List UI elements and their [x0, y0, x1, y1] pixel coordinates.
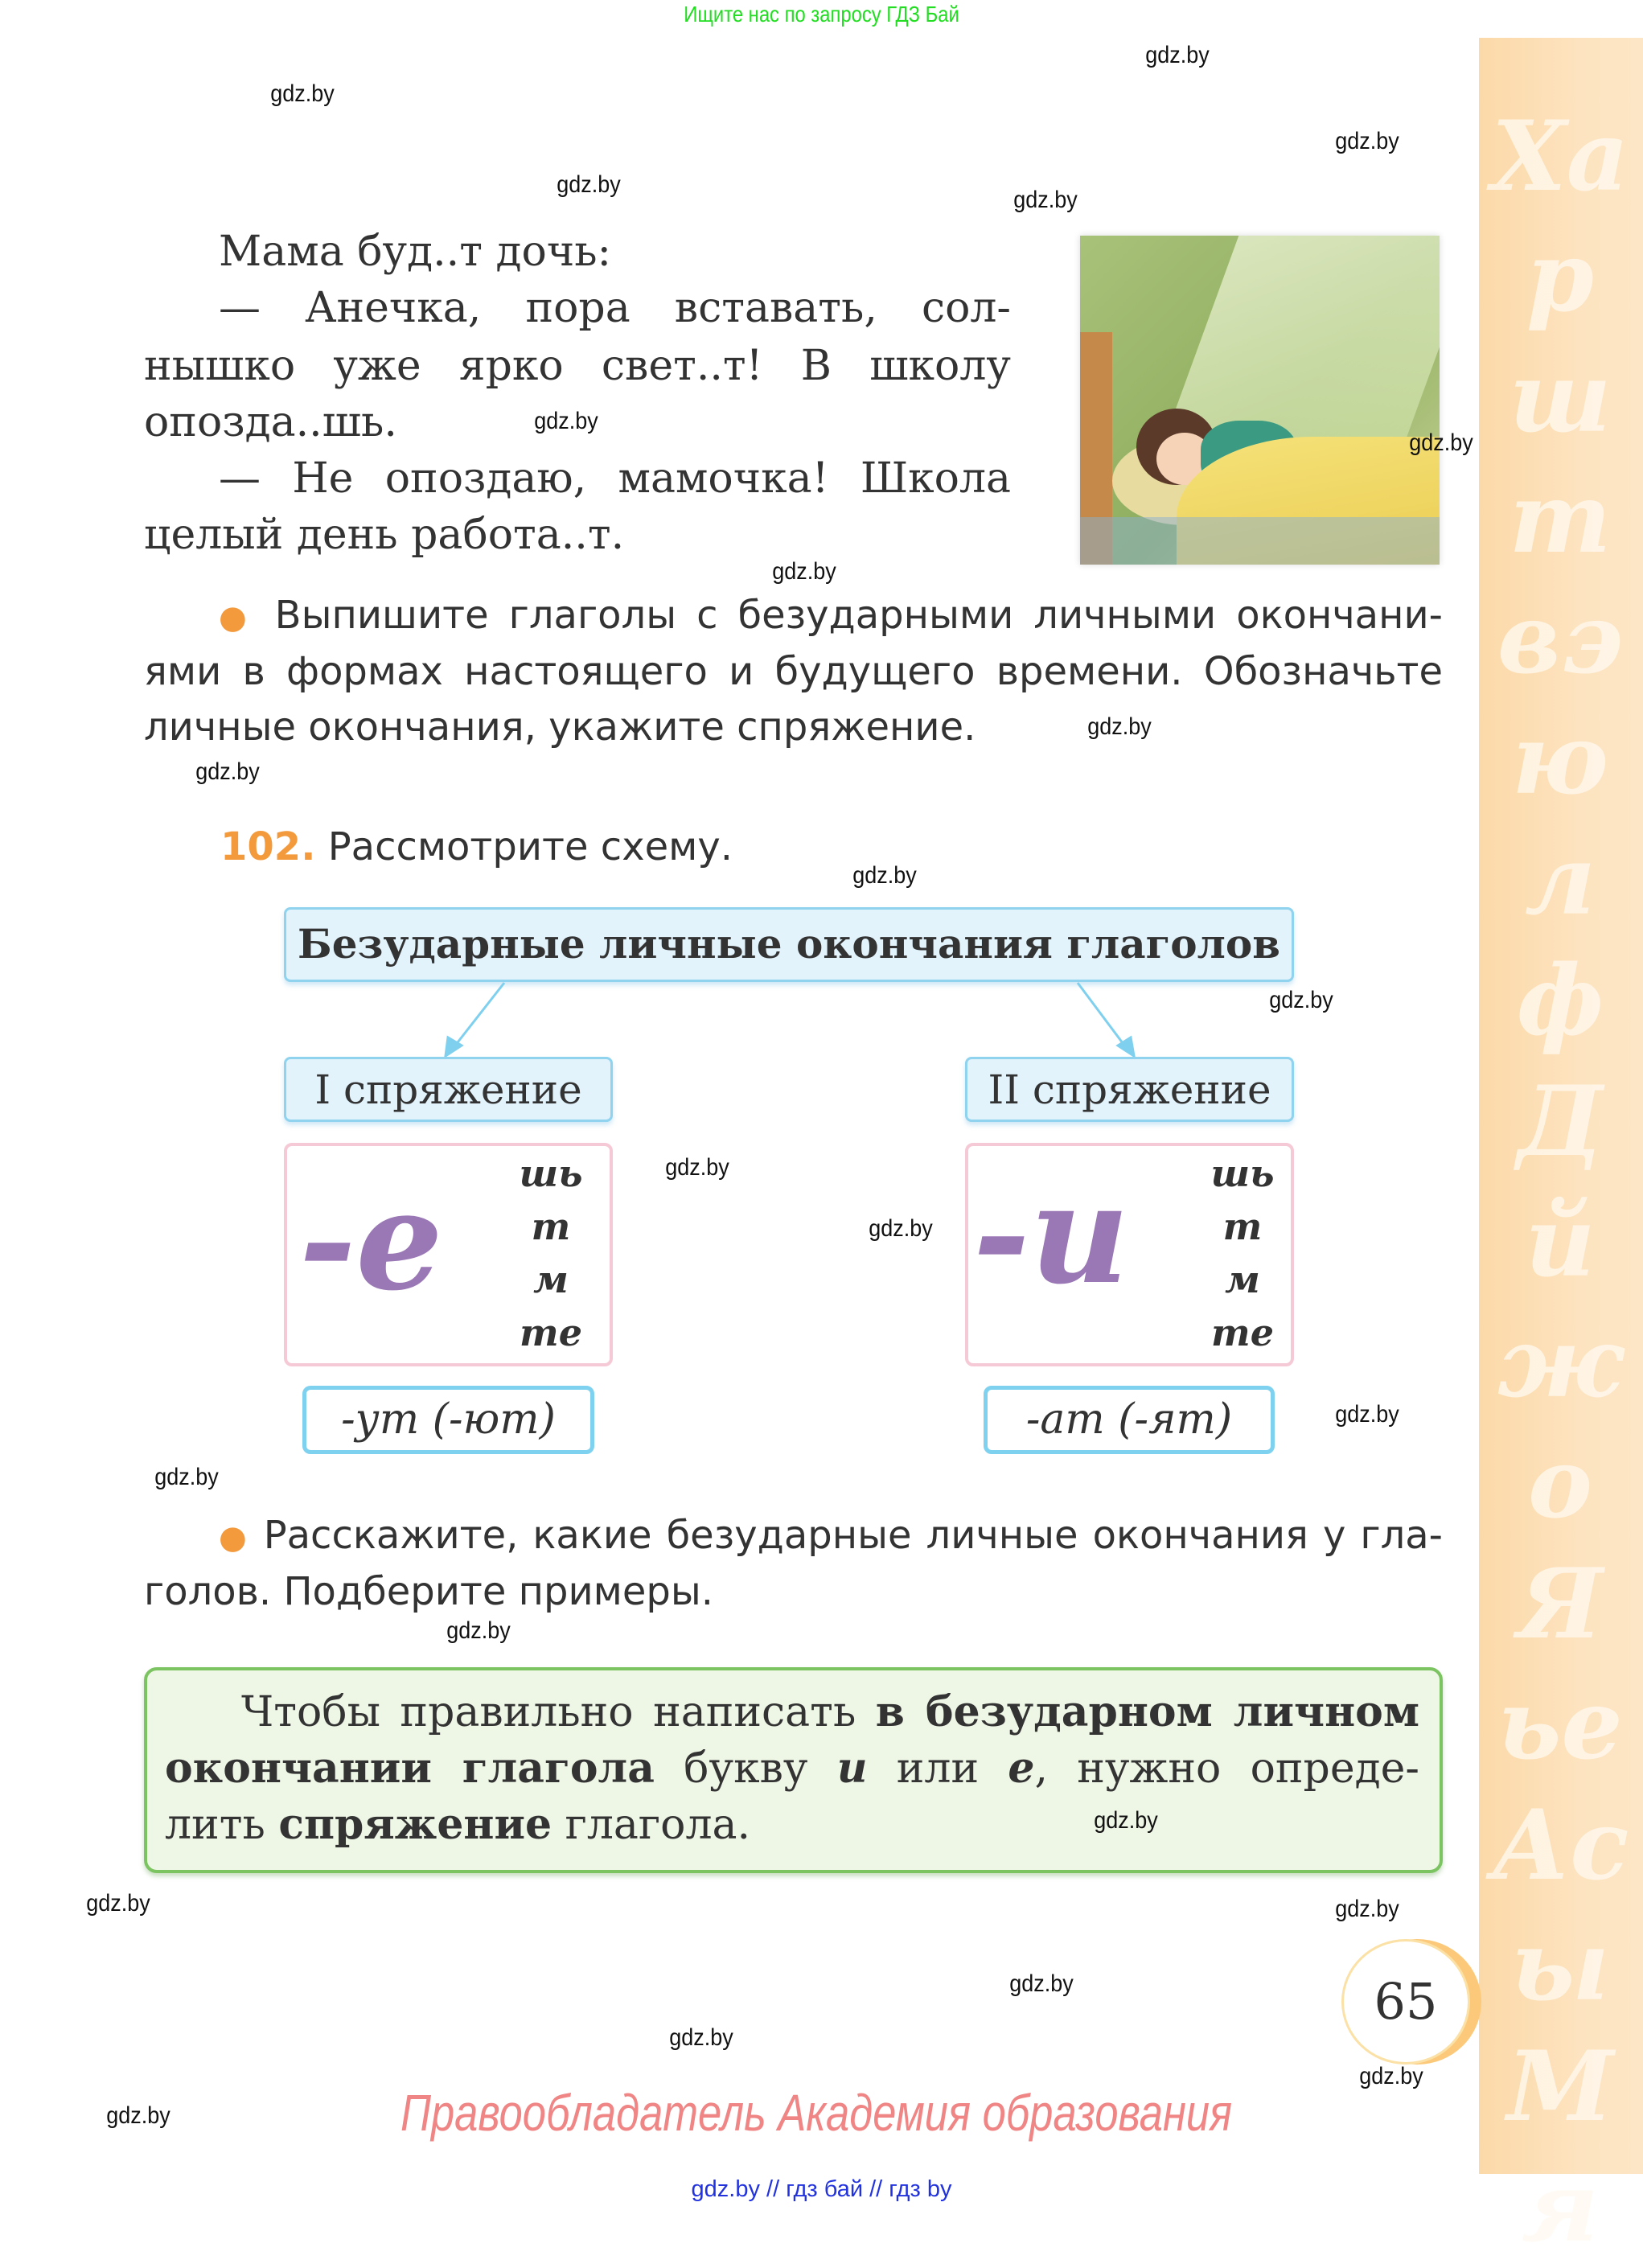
watermark-text: gdz.by: [1094, 1807, 1158, 1834]
watermark-text: gdz.by: [557, 171, 621, 198]
watermark-text: gdz.by: [1087, 713, 1152, 740]
watermark-text: gdz.by: [1009, 1970, 1074, 1997]
task-line: голов. Подберите примеры.: [144, 1569, 714, 1614]
conjugation-2-label: II спряжение: [965, 1057, 1294, 1122]
poem-line: целый день работа..т.: [144, 511, 625, 559]
watermark-text: gdz.by: [772, 558, 836, 585]
watermark-text: gdz.by: [1335, 1401, 1399, 1428]
watermark-text: gdz.by: [665, 1154, 729, 1181]
rule-line: лить спряжение глагола.: [165, 1800, 751, 1849]
bullet-icon: ●: [219, 599, 255, 636]
poem-line: опозда..шь.: [144, 398, 397, 446]
page-number: 65: [1341, 1939, 1470, 2065]
rule-line: Чтобы правильно написать в безударном личном: [241, 1687, 1419, 1736]
exercise-text: Рассмотрите схему.: [327, 824, 733, 869]
task-line: ями в формах настоящего и будущего времени. Обозначьте: [144, 649, 1443, 694]
conjugation-1-label: I спряжение: [284, 1057, 613, 1122]
watermark-text: gdz.by: [195, 758, 260, 785]
arrow-icon: [1078, 983, 1134, 1056]
watermark-text: gdz.by: [106, 2102, 170, 2129]
search-banner: Ищите нас по запросу ГДЗ Бай: [684, 2, 959, 27]
watermark-text: gdz.by: [1359, 2063, 1423, 2089]
watermark-text: gdz.by: [1335, 128, 1399, 154]
watermark-text: gdz.by: [1145, 42, 1210, 68]
exercise-number: 102.: [220, 824, 316, 869]
watermark-text: gdz.by: [852, 862, 917, 889]
poem-line: — Не опоздаю, мамочка! Школа: [219, 454, 1011, 503]
watermark-text: gdz.by: [270, 80, 335, 107]
watermark-text: gdz.by: [86, 1890, 150, 1917]
poem-line: — Анечка, пора вставать, сол-: [219, 284, 1011, 332]
arrow-icon: [446, 983, 504, 1056]
watermark-text: gdz.by: [1269, 987, 1333, 1013]
watermark-text: gdz.by: [1013, 187, 1078, 213]
vowel-e: -е: [299, 1161, 443, 1321]
sidebar-alphabet-decoration: ХарштвэюлфДйжоЯьеАсыМя: [1491, 100, 1629, 2264]
watermark-text: gdz.by: [446, 1617, 511, 1644]
poem-line: нышко уже ярко свет..т! В школу: [144, 342, 1011, 390]
plural-ending-2: -ат (-ят): [984, 1386, 1275, 1454]
task-text: Расскажите, какие безударные личные окончания у гла-: [263, 1513, 1443, 1558]
watermark-text: gdz.by: [1409, 429, 1473, 456]
ending: м: [1225, 1258, 1260, 1301]
task-text: Выпишите глаголы с безударными личными окончани-: [274, 593, 1443, 638]
ending: те: [520, 1311, 582, 1354]
ending: м: [533, 1258, 569, 1301]
ending: шь: [1210, 1152, 1275, 1195]
poem-line: Мама буд..т дочь:: [219, 228, 612, 276]
ending: те: [1211, 1311, 1274, 1354]
task-line: личные окончания, укажите спряжение.: [144, 705, 976, 750]
watermark-text: gdz.by: [534, 408, 598, 434]
bullet-icon: ●: [219, 1519, 249, 1556]
watermark-text: gdz.by: [154, 1464, 219, 1490]
copyright-footer: Правообладатель Академия образования: [400, 2084, 1233, 2142]
ending: шь: [519, 1152, 583, 1195]
ending: т: [1222, 1205, 1263, 1248]
vowel-i: -и: [973, 1154, 1130, 1315]
bottom-links[interactable]: gdz.by // гдз бай // гдз by: [691, 2176, 952, 2202]
task-line: [219, 1508, 1443, 1563]
scheme-title: Безударные личные окончания глаголов: [284, 907, 1294, 982]
watermark-text: gdz.by: [669, 2024, 733, 2051]
watermark-text: gdz.by: [1335, 1896, 1399, 1922]
plural-ending-1: -ут (-ют): [302, 1386, 594, 1454]
rule-line: окончании глагола букву и или е, нужно опреде-: [165, 1744, 1419, 1793]
ending: т: [531, 1205, 571, 1248]
watermark-text: gdz.by: [869, 1215, 933, 1242]
